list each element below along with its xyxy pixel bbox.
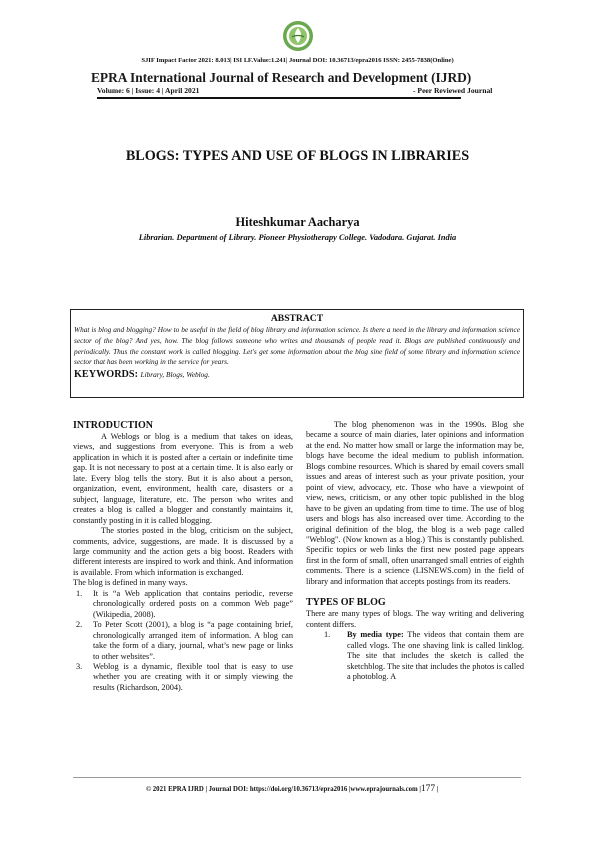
- right-column: [306, 420, 524, 682]
- keywords-line: [74, 368, 520, 381]
- introduction-heading: INTRODUCTION: [73, 420, 154, 431]
- page-footer: [146, 784, 438, 794]
- keywords-label: KEYWORDS:: [74, 369, 138, 381]
- type-text: The videos that contain them are called vlogs. The one shaving link is called linklog. The site that includes the sketch is called the sketchblog. The site that includes the photos is called a photoblog. A: [347, 630, 524, 681]
- journal-logo-icon: [282, 20, 314, 52]
- page-number: 177: [420, 784, 436, 794]
- intro-paragraph-3: The blog is defined in many ways.: [73, 578, 188, 588]
- abstract-text: What is blog and blogging? How to be useful in the field of blog library and information science. Is there a need in the library and information science sector of the blog? And yes, how. The blog follows someone who writes and thousands of people read it. Blogs are published continuously and periodically. Thus the constant work is called blogging. Let's get some information about the blog sine field of some library and information science sector that has been working in the service for years.: [74, 325, 520, 367]
- history-paragraph: The blog phenomenon was in the 1990s. Blog she became a source of main diaries, later opinions and information at the end. No matter how small or large the information may be, blogs have become the ideal medium to publish information. Blogs combine resources. Which is shared by email covers small issues and areas of interest such as your private position, your point of view, advocacy, etc. Those who have a viewpoint of view, news, criticism, or any other topic published in the blog have to be given an updating from time to time. The use of blog users and blogs has also increased over time. According to the original definition of the blog, the blog is a web page called "Weblog". (Now known as a blog.) This is constantly published. Specific topics or web links the first new posted page appears first in the form of small, often unarranged small entries of eighth comments. There is a science (LISNEWS.com) in the field of library and information that accepts postings from its readers.: [306, 420, 524, 586]
- list-item: 3. Weblog is a dynamic, flexible tool that is easy to use whether you are creating with it or simply viewing the results (Richardson, 2004).: [76, 661, 293, 692]
- abstract-heading: ABSTRACT: [270, 313, 324, 324]
- intro-paragraph-1: A Weblogs or blog is a medium that takes on ideas, views, and suggestions from everyone. This is from a web application in which it is posted after a certain or indefinite time gap. It is not necessary to post at a certain time. It is also early or late. Every blog tells the story. But it is also about a person, organization, event, environment, health care, disasters or a subject, language, literature, etc. The person who writes and creates a blog is called a blogger and constantly maintains it, constantly posting in it is called blogging.: [73, 432, 293, 525]
- abstract-box: [70, 309, 524, 398]
- footer-rule: [73, 777, 521, 778]
- footer-copyright: © 2021 EPRA IJRD | Journal DOI: https://doi.org/10.36713/epra2016 |www.eprajournals.com |: [146, 786, 421, 793]
- volume-issue-line: Volume: 6 | Issue: 4 | April 2021: [97, 86, 200, 95]
- author-affiliation: Librarian. Department of Library. Pioneer Physiotherapy College. Vadodara. Gujarat. India: [138, 233, 457, 242]
- intro-paragraph-2: The stories posted in the blog, criticism on the subject, comments, advice, suggestions, are made. It is discussed by a large community and the action gets a big boost. Readers with different interests are inspired to work and think. And information is available. From which information is exchanged.: [73, 526, 293, 577]
- list-item: 1. By media type: The videos that contain them are called vlogs. The one shaving link is called linklog. The site that includes the sketch is called the sketchblog. The site that includes the photos is called a photoblog. A: [324, 630, 524, 681]
- journal-title: EPRA International Journal of Research and Development (IJRD): [91, 70, 472, 85]
- keywords-value: Library, Blogs, Weblog.: [140, 370, 210, 380]
- header-meta-line: SJIF Impact Factor 2021: 8.013| ISI I.F.Value:1.241| Journal DOI: 10.36713/epra2016 ISSN: 2455-7838(Online): [141, 57, 454, 64]
- header-rule: [97, 97, 461, 99]
- left-column: [73, 420, 293, 693]
- definitions-list: [73, 589, 293, 694]
- footer-end-bar: |: [436, 786, 439, 793]
- author-name: Hiteshkumar Aacharya: [235, 215, 360, 229]
- list-item: 2. To Peter Scott (2001), a blog is “a page containing brief, chronologically arranged item of information. A blog can take the form of a diary, journal, what’s new page or links to other websites”.: [76, 620, 293, 661]
- types-intro-paragraph: There are many types of blogs. The way writing and delivering content differs.: [306, 609, 524, 629]
- type-label: By media type:: [347, 630, 404, 640]
- list-item: 1. It is “a Web application that contains periodic, reverse chronologically ordered posts on a common Web page” (Wikipedia, 2008).: [76, 588, 293, 619]
- peer-reviewed-label: - Peer Reviewed Journal: [413, 86, 493, 95]
- paper-title: BLOGS: TYPES AND USE OF BLOGS IN LIBRARIES: [125, 148, 470, 164]
- types-of-blog-heading: TYPES OF BLOG: [306, 597, 386, 609]
